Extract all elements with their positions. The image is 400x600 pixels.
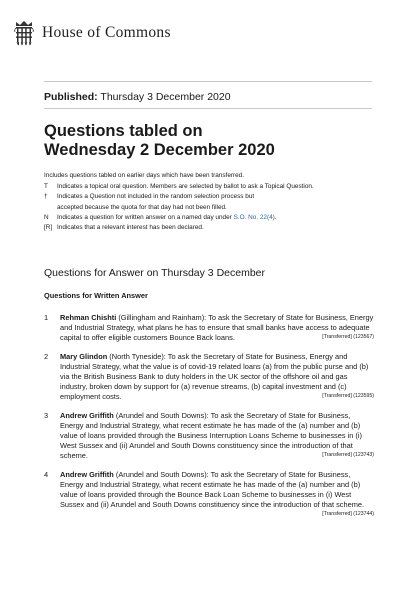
question-tag: [Transferred] (123567) xyxy=(322,333,374,340)
question-tag: [Transferred] (123743) xyxy=(322,451,374,458)
published-line xyxy=(44,91,231,103)
house-title: House of Commons xyxy=(42,24,171,41)
constituency: (Arundel and South Downs): xyxy=(115,411,209,421)
legend-symbol: † xyxy=(44,193,48,201)
member-name: Mary Glindon xyxy=(60,352,108,362)
legend xyxy=(44,171,374,233)
legend-symbol: N xyxy=(44,213,49,221)
legend-text: Indicates that a relevant interest has been declared. xyxy=(57,224,204,232)
question-item xyxy=(44,411,374,460)
standing-order-link[interactable]: S.O. No. 22(4) xyxy=(233,213,275,221)
constituency: (Arundel and South Downs): xyxy=(115,470,209,480)
legend-text: Indicates a topical oral question. Members are selected by ballot to ask a Topical Question. xyxy=(57,183,314,191)
divider xyxy=(44,108,372,109)
page-header xyxy=(14,20,171,46)
page-title-line2: Wednesday 2 December 2020 xyxy=(44,141,275,159)
section-heading: Questions for Answer on Thursday 3 December xyxy=(44,267,265,279)
legend-item xyxy=(44,223,374,233)
question-item xyxy=(44,470,374,519)
question-number: 1 xyxy=(44,313,49,322)
constituency: (Gillingham and Rainham): xyxy=(118,313,207,322)
legend-symbol: T xyxy=(44,183,48,191)
legend-item xyxy=(44,213,374,223)
published-label: Published: xyxy=(44,91,98,103)
member-name: Andrew Griffith xyxy=(60,470,114,480)
legend-item xyxy=(44,182,374,192)
question-text: To ask the Secretary of State for Business, Energy and Industrial Strategy, what plans he has to ensure that small banks have access to adequate capital to offer eligible customers Bounce Back loans. xyxy=(60,313,374,342)
question-item xyxy=(44,352,374,401)
legend-symbol: [R] xyxy=(44,224,53,232)
constituency: (North Tyneside): xyxy=(109,352,166,362)
legend-text: Indicates a Question not included in the random selection process but accepted because the quota for that day had not been filled. xyxy=(57,193,255,211)
question-item xyxy=(44,313,374,342)
question-text: To ask the Secretary of State for Business, Energy and Industrial Strategy, what the value is of covid-19 related loans (a) from the public purse and (b) via the British Business Bank to duty holders in the UK sector of the offshore oil and gas industry, broken down by support for (a) revenue streams, (b) capital investment and (c) employment costs. xyxy=(60,352,369,401)
member-name: Andrew Griffith xyxy=(60,411,114,421)
question-list xyxy=(44,313,374,529)
divider xyxy=(44,81,372,82)
legend-intro: Includes questions tabled on earlier days which have been transferred. xyxy=(44,172,245,179)
question-tag: [Transferred] (123744) xyxy=(322,510,374,517)
page-title xyxy=(44,122,275,160)
page-title-line1: Questions tabled on xyxy=(44,122,203,140)
legend-suffix: . xyxy=(274,213,277,221)
question-text: To ask the Secretary of State for Business, Energy and Industrial Strategy, what recent estimate he has made of the (a) number and (b) value of loans provided through the Business Interruption Loans Scheme to businesses in (i) West Sussex and (ii) Arundel and South Downs constituency since the introduction of that scheme. xyxy=(60,411,362,460)
question-number: 4 xyxy=(44,470,49,480)
portcullis-icon xyxy=(14,20,34,46)
legend-text: Indicates a question for written answer on a named day under xyxy=(57,213,232,221)
published-date: Thursday 3 December 2020 xyxy=(100,91,231,103)
question-number: 2 xyxy=(44,352,49,362)
legend-item xyxy=(44,192,374,212)
question-text: To ask the Secretary of State for Business, Energy and Industrial Strategy, what recent estimate he has made of the (a) number and (b) value of loans provided through the Bounce Back Loan Scheme to businesses in (i) West Sussex and (ii) Arundel and South Downs constituency since the introduction of that scheme. xyxy=(60,470,365,509)
question-number: 3 xyxy=(44,411,49,421)
section-subheading: Questions for Written Answer xyxy=(44,291,148,300)
member-name: Rehman Chishti xyxy=(60,313,117,322)
question-tag: [Transferred] (123595) xyxy=(322,392,374,399)
